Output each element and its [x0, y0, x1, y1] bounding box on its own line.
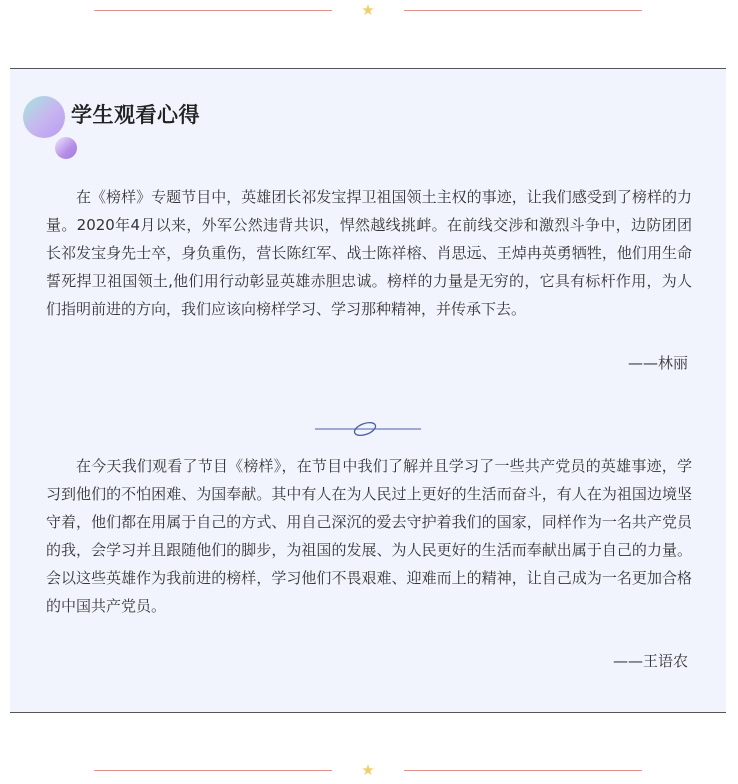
divider-line — [94, 10, 332, 11]
divider-line — [94, 770, 332, 771]
section-heading: 学生观看心得 — [71, 103, 200, 127]
star-icon: ★ — [361, 1, 375, 19]
divider-line — [404, 10, 642, 11]
reflection-paragraph: 在《榜样》专题节目中，英雄团长祁发宝捍卫祖国领土主权的事迹，让我们感受到了榜样的力量。2020年4月以来，外军公然违背共识，悍然越线挑衅。在前线交涉和激烈斗争中，边防团团长祁发宝身先士卒，身负重伤，营长陈红军、战士陈祥榕、肖思远、王焯冉英勇牺牲，他们用生命誓死捍卫祖国领土,他们用行动彰显英雄赤胆忠诚。榜样的力量是无穷的，它具有标杆作用，为人们指明前进的方向，我们应该向榜样学习、学习那种精神，并传承下去。 — [46, 188, 692, 318]
reflection-panel — [10, 68, 726, 713]
divider-line — [404, 770, 642, 771]
bubble-decoration-icon — [23, 96, 65, 138]
reflection-paragraph: 在今天我们观看了节目《榜样》，在节目中我们了解并且学习了一些共产党员的英雄事迹，学习到他们的不怕困难、为国奉献。其中有人在为人民过上更好的生活而奋斗，有人在为祖国边境坚守着，他们都在用属于自己的方式、用自己深沉的爱去守护着我们的国家，同样作为一名共产党员的我，会学习并且跟随他们的脚步，为祖国的发展、为人民更好的生活而奉献出属于自己的力量。会以这些英雄作为我前进的榜样，学习他们不畏艰难、迎难而上的精神，让自己成为一名更加合格的中国共产党员。 — [46, 457, 692, 615]
bottom-divider — [0, 760, 738, 784]
swirl-divider-icon — [315, 419, 421, 439]
star-icon: ★ — [361, 761, 375, 779]
author-signature: ——王语农 — [612, 652, 688, 670]
top-divider — [0, 0, 738, 24]
author-signature: ——林丽 — [627, 354, 688, 372]
bubble-decoration-small-icon — [55, 137, 77, 159]
